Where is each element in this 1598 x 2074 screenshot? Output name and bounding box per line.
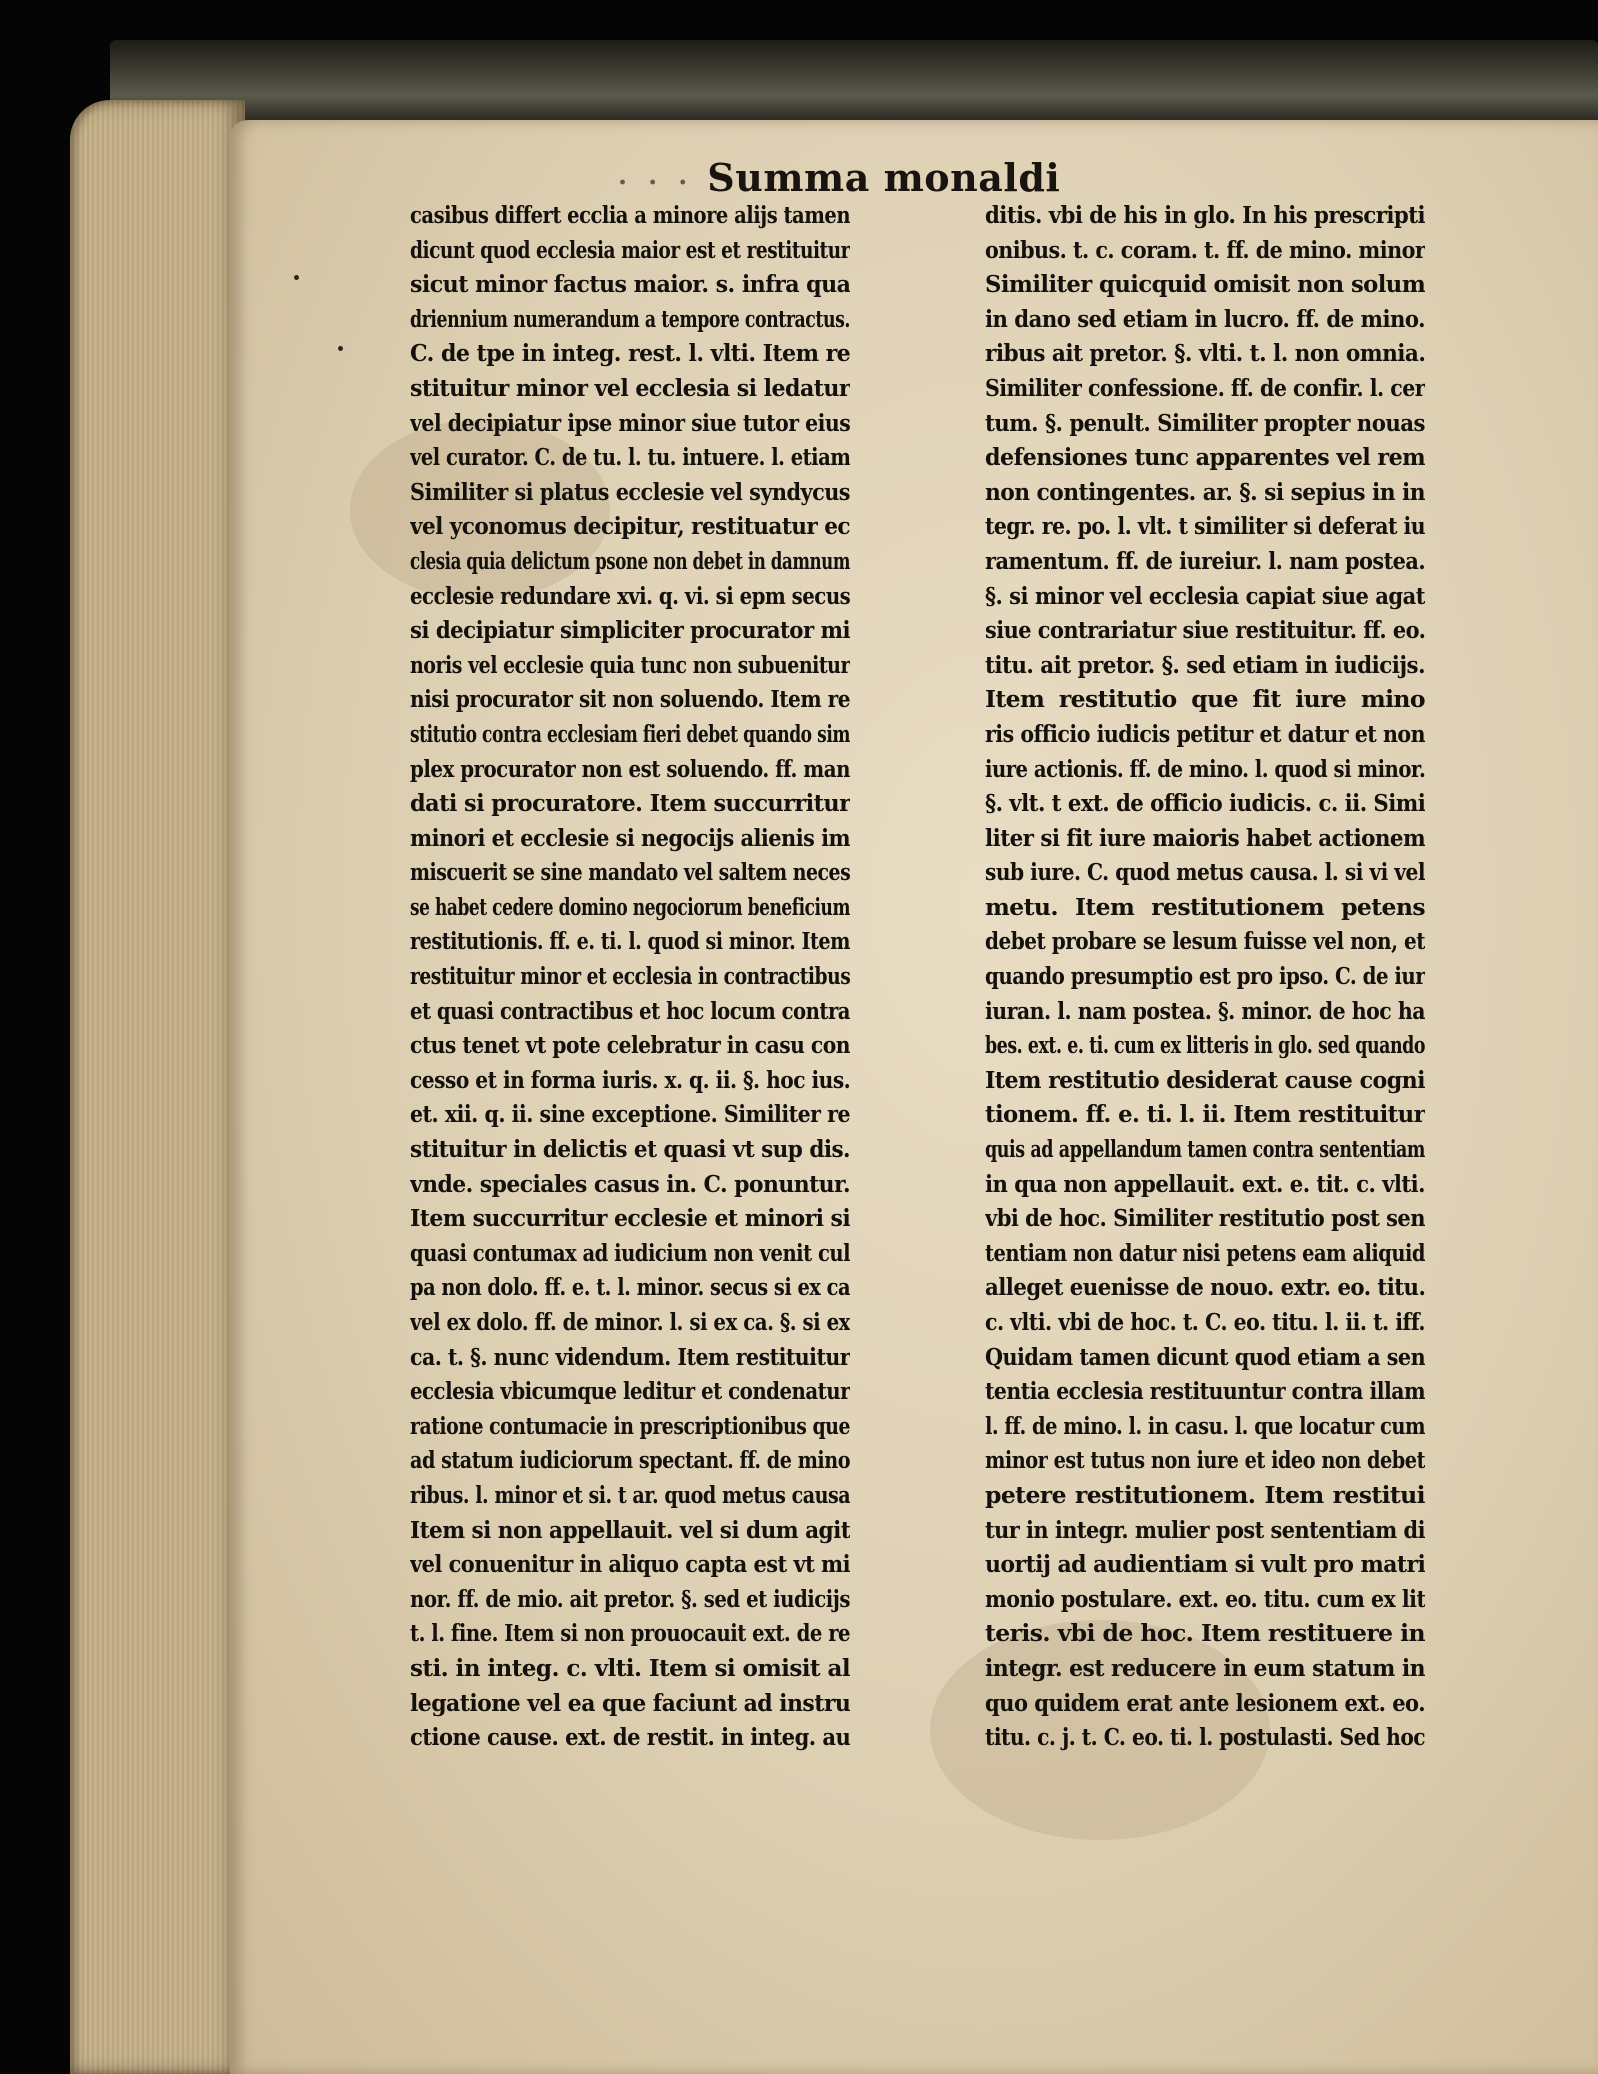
text-line: plex procurator non est soluendo. ff. man (410, 754, 850, 783)
text-line: vel decipiatur ipse minor siue tutor eius (410, 408, 850, 437)
text-line: tum. §. penult. Similiter propter nouas (985, 408, 1425, 437)
text-line: stituitur minor vel ecclesia si ledatur (410, 373, 850, 402)
ink-speck (338, 346, 343, 351)
text-line: clesia quia delictum psone non debet in damnum (410, 546, 850, 575)
text-line: ribus. l. minor et si. t ar. quod metus causa (410, 1480, 850, 1509)
text-line: tentia ecclesia restituuntur contra illam (985, 1377, 1425, 1406)
ink-speck (294, 275, 299, 280)
text-line: ditis. vbi de his in glo. In his prescripti (985, 201, 1425, 229)
text-line: teris. vbi de hoc. Item restituere in (985, 1619, 1425, 1648)
text-line: nisi procurator sit non soluendo. Item re (410, 685, 850, 714)
text-line: C. de tpe in integ. rest. l. vlti. Item re (410, 339, 850, 368)
text-line: alleget euenisse de nouo. extr. eo. titu. (985, 1273, 1425, 1302)
text-line: uortij ad audientiam si vult pro matri (985, 1550, 1425, 1579)
text-line: dicunt quod ecclesia maior est et restituitur (410, 235, 850, 264)
text-line: Similiter confessione. ff. de confir. l. cer (985, 373, 1425, 402)
text-line: Item restitutio que fit iure mino (985, 685, 1425, 714)
text-line: liter si fit iure maioris habet actionem (985, 823, 1425, 852)
text-line: quasi contumax ad iudicium non venit cul (410, 1238, 850, 1267)
text-line: ctione cause. ext. de restit. in integ. au (410, 1723, 850, 1752)
text-line: titu. ait pretor. §. sed etiam in iudicijs. (985, 650, 1425, 679)
text-line: §. si minor vel ecclesia capiat siue agat (985, 581, 1425, 610)
text-line: ramentum. ff. de iureiur. l. nam postea. (985, 546, 1425, 575)
text-line: vbi de hoc. Similiter restitutio post sen (985, 1204, 1425, 1233)
text-line: debet probare se lesum fuisse vel non, et (985, 927, 1425, 956)
text-line: c. vlti. vbi de hoc. t. C. eo. titu. l. ii. t. iff. (985, 1308, 1425, 1336)
faded-marks: · · · (618, 168, 694, 198)
text-line: iure actionis. ff. de mino. l. quod si minor. (985, 754, 1425, 783)
text-line: tegr. re. po. l. vlt. t similiter si deferat iu (985, 512, 1425, 541)
text-line: sub iure. C. quod metus causa. l. si vi vel (985, 858, 1425, 887)
text-line: noris vel ecclesie quia tunc non subuenitur (410, 650, 850, 679)
text-line: quo quidem erat ante lesionem ext. eo. (985, 1688, 1425, 1717)
text-line: miscuerit se sine mandato vel saltem neces (410, 858, 850, 887)
text-line: in dano sed etiam in lucro. ff. de mino. (985, 304, 1425, 333)
text-column-left (410, 198, 850, 1755)
text-line: se habet cedere domino negociorum beneficium (410, 892, 850, 921)
text-line: Similiter quicquid omisit non solum (985, 270, 1425, 299)
text-line: petere restitutionem. Item restitui (985, 1480, 1425, 1509)
page-fore-edge (70, 100, 245, 2074)
text-line: driennium numerandum a tempore contractus. (410, 304, 850, 333)
text-line: et quasi contractibus et hoc locum contra (410, 996, 850, 1025)
text-line: nor. ff. de mio. ait pretor. §. sed et iudicijs (410, 1584, 850, 1613)
text-line: bes. ext. e. ti. cum ex litteris in glo. sed quando (985, 1031, 1425, 1060)
text-line: ribus ait pretor. §. vlti. t. l. non omnia. (985, 339, 1425, 368)
text-line: monio postulare. ext. eo. titu. cum ex lit (985, 1584, 1425, 1613)
text-line: vel ex dolo. ff. de minor. l. si ex ca. §. si ex (410, 1308, 850, 1336)
text-line: ca. t. §. nunc videndum. Item restituitur (410, 1342, 850, 1371)
text-line: siue contrariatur siue restituitur. ff. eo. (985, 616, 1425, 645)
text-line: stituitur in delictis et quasi vt sup dis. (410, 1135, 850, 1164)
text-line: onibus. t. c. coram. t. ff. de mino. minor (985, 235, 1425, 264)
text-line: stitutio contra ecclesiam fieri debet quando sim (410, 719, 850, 748)
text-line: Similiter si platus ecclesie vel syndycus (410, 477, 850, 506)
text-line: tentiam non datur nisi petens eam aliquid (985, 1238, 1425, 1267)
text-line: legatione vel ea que faciunt ad instru (410, 1688, 850, 1717)
text-line: tur in integr. mulier post sententiam di (985, 1515, 1425, 1544)
text-line: vel yconomus decipitur, restituatur ec (410, 512, 850, 541)
text-line: et. xii. q. ii. sine exceptione. Similiter re (410, 1100, 850, 1129)
text-line: ctus tenet vt pote celebratur in casu con (410, 1031, 850, 1060)
text-line: quis ad appellandum tamen contra sententiam (985, 1135, 1425, 1164)
text-line: vel curator. C. de tu. l. tu. intuere. l. etiam (410, 443, 850, 472)
text-line: iuran. l. nam postea. §. minor. de hoc ha (985, 996, 1425, 1025)
text-line: sicut minor factus maior. s. infra qua (410, 270, 850, 299)
running-head-text: Summa monaldi (707, 155, 1061, 200)
text-line: minori et ecclesie si negocijs alienis im (410, 823, 850, 852)
text-line: restitutionis. ff. e. ti. l. quod si minor. Item (410, 927, 850, 956)
text-line: titu. c. j. t. C. eo. ti. l. postulasti. Sed hoc (985, 1723, 1425, 1752)
text-line: metu. Item restitutionem petens (985, 892, 1425, 921)
text-line: ris officio iudicis petitur et datur et non (985, 719, 1425, 748)
text-line: tionem. ff. e. ti. l. ii. Item restituitur (985, 1100, 1425, 1129)
text-line: minor est tutus non iure et ideo non debet (985, 1446, 1425, 1475)
text-line: non contingentes. ar. §. si sepius in in (985, 477, 1425, 506)
text-line: Item restitutio desiderat cause cogni (985, 1065, 1425, 1094)
text-line: t. l. fine. Item si non prouocauit ext. de re (410, 1619, 850, 1648)
text-line: sti. in integ. c. vlti. Item si omisit al (410, 1653, 850, 1682)
text-line: §. vlt. t ext. de officio iudicis. c. ii. Simi (985, 789, 1425, 818)
text-line: defensiones tunc apparentes vel rem (985, 443, 1425, 472)
text-line: in qua non appellauit. ext. e. tit. c. vlti. (985, 1169, 1425, 1198)
text-line: ratione contumacie in prescriptionibus que (410, 1411, 850, 1440)
text-line: Quidam tamen dicunt quod etiam a sen (985, 1342, 1425, 1371)
text-line: pa non dolo. ff. e. t. l. minor. secus si ex ca (410, 1273, 850, 1302)
text-line: vnde. speciales casus in. C. ponuntur. (410, 1169, 850, 1198)
running-head (618, 155, 1138, 200)
text-line: Item si non appellauit. vel si dum agit (410, 1515, 850, 1544)
text-line: ad statum iudiciorum spectant. ff. de mino (410, 1446, 850, 1475)
text-line: integr. est reducere in eum statum in (985, 1653, 1425, 1682)
text-line: ecclesie redundare xvi. q. vi. si epm secus (410, 581, 850, 610)
text-line: l. ff. de mino. l. in casu. l. que locatur cum (985, 1411, 1425, 1440)
text-column-right (985, 198, 1425, 1755)
text-line: quando presumptio est pro ipso. C. de iur (985, 962, 1425, 991)
text-line: casibus differt ecclia a minore alijs tamen (410, 201, 850, 229)
book-top-edge (110, 40, 1598, 120)
text-line: ecclesia vbicumque leditur et condenatur (410, 1377, 850, 1406)
text-line: cesso et in forma iuris. x. q. ii. §. hoc ius. (410, 1065, 850, 1094)
text-line: vel conuenitur in aliquo capta est vt mi (410, 1550, 850, 1579)
text-line: dati si procuratore. Item succurritur (410, 789, 850, 818)
text-line: Item succurritur ecclesie et minori si (410, 1204, 850, 1233)
text-line: si decipiatur simpliciter procurator mi (410, 616, 850, 645)
text-line: restituitur minor et ecclesia in contractibus (410, 962, 850, 991)
